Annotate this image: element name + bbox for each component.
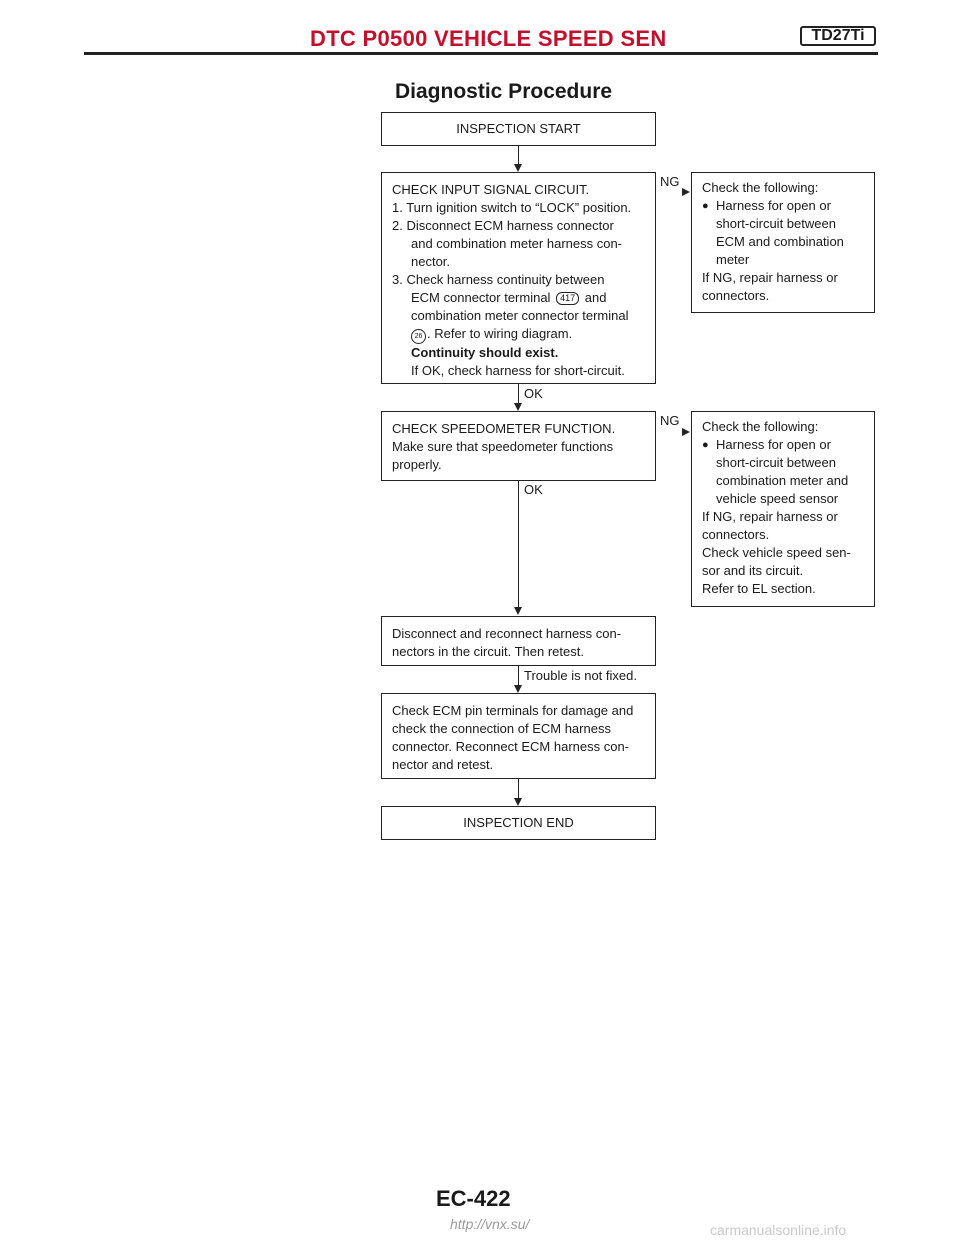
step-text-part: ECM connector terminal	[411, 290, 551, 305]
arrow-down-icon	[514, 403, 522, 411]
step-text-emphasis: Continuity should exist.	[411, 345, 559, 360]
section-title: DTC P0500 VEHICLE SPEED SEN	[310, 26, 667, 51]
ng-heading: Check the following:	[702, 180, 819, 195]
ok-label: OK	[524, 386, 543, 401]
step-text: connector. Reconnect ECM harness con-	[392, 739, 630, 754]
ok-label: OK	[524, 482, 543, 497]
ng-text: connectors.	[702, 527, 770, 542]
ecm-terminal-badge: 417	[556, 292, 579, 305]
ng-text: Refer to EL section.	[702, 581, 816, 596]
ng-heading: Check the following:	[702, 419, 819, 434]
ng-check-box-2	[691, 411, 875, 607]
step-text: If OK, check harness for short-circuit.	[411, 363, 625, 378]
ng-bullet-text: short-circuit between	[716, 216, 836, 231]
ng-bullet-text: Harness for open or	[716, 198, 831, 213]
ng-text: connectors.	[702, 288, 770, 303]
step-text	[392, 289, 645, 307]
flow-line	[518, 481, 519, 608]
source-url-link[interactable]: http://vnx.su/	[450, 1216, 530, 1232]
ng-text: Check vehicle speed sen-	[702, 545, 851, 560]
step-text: Check ECM pin terminals for damage and	[392, 703, 634, 718]
ng-bullet-text: vehicle speed sensor	[716, 491, 839, 506]
inspection-start-box	[381, 112, 656, 146]
header-rule	[84, 52, 878, 55]
step-text: nector and retest.	[392, 757, 494, 772]
model-badge: TD27Ti	[800, 26, 876, 46]
ng-check-box-1	[691, 172, 875, 313]
bullet-icon: ●	[702, 200, 709, 212]
step-text: nectors in the circuit. Then retest.	[392, 644, 584, 659]
step-text: nector.	[411, 254, 451, 269]
step-text-part: . Refer to wiring diagram.	[427, 326, 573, 341]
ng-text: If NG, repair harness or	[702, 270, 838, 285]
inspection-end-label: INSPECTION END	[463, 815, 574, 830]
arrow-down-icon	[514, 164, 522, 172]
step-text: check the connection of ECM harness	[392, 721, 611, 736]
step-text	[392, 325, 645, 344]
ng-text: If NG, repair harness or	[702, 509, 838, 524]
flow-line	[518, 384, 519, 404]
step-text: and combination meter harness con-	[411, 236, 623, 251]
arrow-down-icon	[514, 798, 522, 806]
step-text-part: and	[584, 290, 607, 305]
ng-bullet-text: combination meter and	[716, 473, 849, 488]
step-text: properly.	[392, 457, 442, 472]
watermark: carmanualsonline.info	[710, 1222, 847, 1238]
step-reconnect-harness	[381, 616, 656, 666]
trouble-not-fixed-label: Trouble is not fixed.	[524, 668, 637, 683]
step-text: 2. Disconnect ECM harness connector	[392, 218, 614, 233]
page-title: Diagnostic Procedure	[395, 80, 613, 103]
arrow-down-icon	[514, 607, 522, 615]
ng-bullet	[702, 197, 864, 215]
step-heading: CHECK INPUT SIGNAL CIRCUIT.	[392, 182, 590, 197]
ng-label: NG	[660, 174, 680, 189]
ng-bullet-text: ECM and combination	[716, 234, 844, 249]
ng-bullet-text: meter	[716, 252, 750, 267]
step-check-input-signal-circuit	[381, 172, 656, 384]
ng-label: NG	[660, 413, 680, 428]
step-text: Make sure that speedometer functions	[392, 439, 614, 454]
meter-terminal-badge: 26	[411, 329, 426, 344]
step-text: 1. Turn ignition switch to “LOCK” position.	[392, 200, 632, 215]
inspection-start-label: INSPECTION START	[456, 121, 581, 136]
step-check-speedometer-function	[381, 411, 656, 481]
bullet-icon: ●	[702, 439, 709, 451]
inspection-end-box	[381, 806, 656, 840]
step-text: combination meter connector terminal	[411, 308, 629, 323]
step-heading: CHECK SPEEDOMETER FUNCTION.	[392, 421, 616, 436]
flow-line	[518, 779, 519, 799]
arrow-right-icon	[682, 188, 690, 196]
ng-bullet-text: short-circuit between	[716, 455, 836, 470]
step-text: Disconnect and reconnect harness con-	[392, 626, 622, 641]
flow-line	[518, 666, 519, 686]
step-check-ecm-pin-terminals	[381, 693, 656, 779]
ng-bullet-text: Harness for open or	[716, 437, 831, 452]
ng-bullet	[702, 436, 864, 454]
flow-line	[518, 146, 519, 164]
step-text: 3. Check harness continuity between	[392, 272, 605, 287]
arrow-right-icon	[682, 428, 690, 436]
arrow-down-icon	[514, 685, 522, 693]
ng-text: sor and its circuit.	[702, 563, 804, 578]
page-number: EC-422	[436, 1186, 511, 1211]
